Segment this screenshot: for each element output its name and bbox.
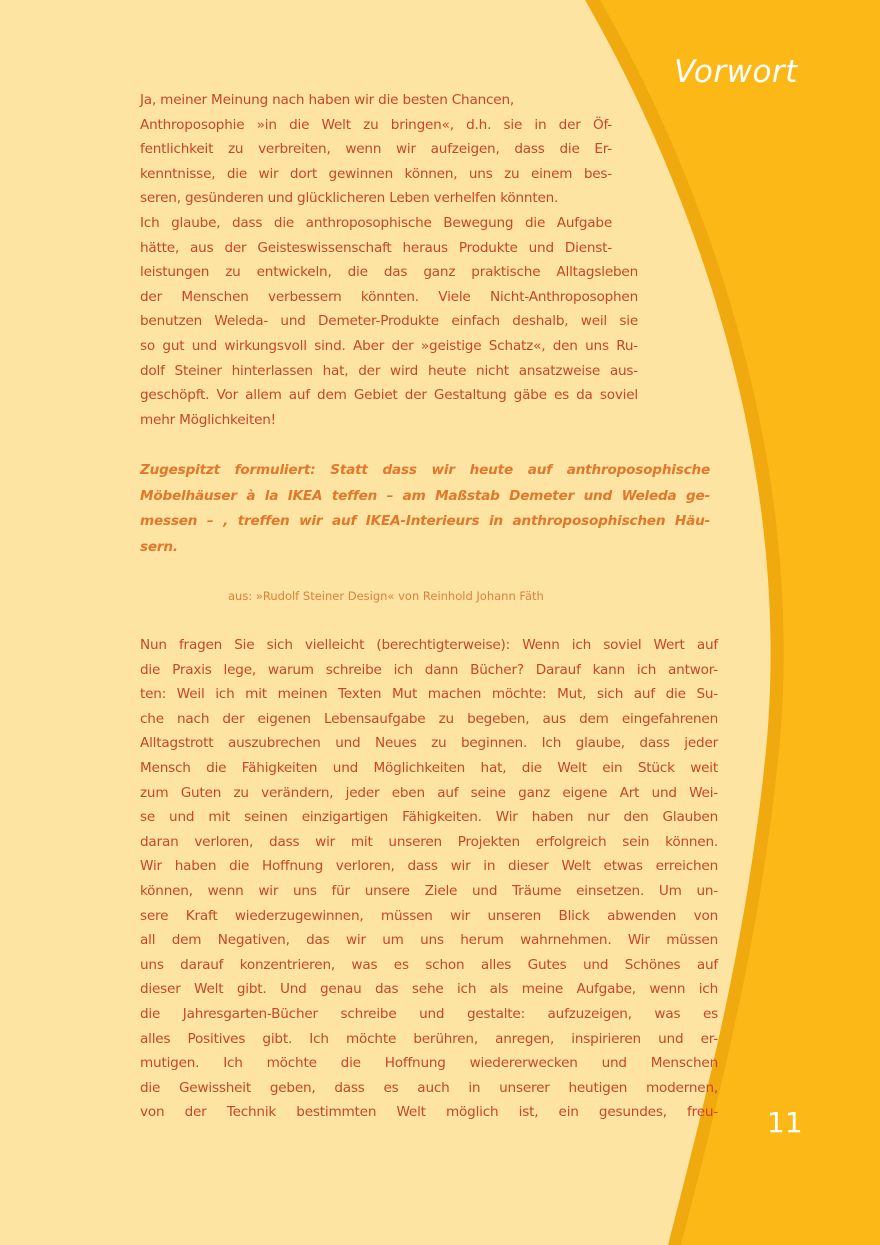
text-line: Möbelhäuser à la IKEA teffen – am Maßstab Demeter und Weleda ge- [140, 487, 710, 504]
text-line: uns darauf konzentrieren, was es schon alles Gutes und Schönes auf [140, 956, 718, 973]
paragraph-2 [140, 633, 718, 1125]
text-line: fentlichkeit zu verbreiten, wenn wir aufzeigen, dass die Er- [140, 141, 612, 158]
text-line: che nach der eigenen Lebensaufgabe zu begeben, aus dem eingefahrenen [140, 710, 718, 727]
text-line: kenntnisse, die wir dort gewinnen können, uns zu einem bes- [140, 165, 612, 182]
text-line: alles Positives gibt. Ich möchte berühren, anregen, inspirieren und er- [140, 1030, 718, 1047]
text-line: sern. [140, 538, 178, 555]
text-line: hätte, aus der Geisteswissenschaft heraus Produkte und Dienst- [140, 239, 612, 256]
text-line: die Praxis lege, warum schreibe ich dann Bücher? Darauf kann ich antwor- [140, 661, 718, 678]
text-line: sere Kraft wiederzugewinnen, müssen wir unseren Blick abwenden von [140, 907, 718, 924]
text-line: können, wenn wir uns für unsere Ziele und Träume einsetzen. Um un- [140, 882, 718, 899]
text-line: dolf Steiner hinterlassen hat, der wird heute nicht ansatzweise aus- [140, 362, 638, 379]
text-line: Alltagstrott auszubrechen und Neues zu beginnen. Ich glaube, dass jeder [140, 735, 718, 752]
paragraph-1 [140, 88, 638, 432]
text-line: Nun fragen Sie sich vielleicht (berechtigterweise): Wenn ich soviel Wert auf [140, 637, 718, 653]
text-line: die Jahresgarten-Bücher schreibe und gestalte: aufzuzeigen, was es [140, 1005, 718, 1022]
text-line: leistungen zu entwickeln, die das ganz praktische Alltagsleben [140, 264, 638, 281]
text-line: Anthroposophie »in die Welt zu bringen«, d.h. sie in der Öf- [140, 116, 612, 133]
text-line: messen – , treffen wir auf IKEA-Interieurs in anthroposophischen Häu- [140, 513, 710, 529]
text-line: se und mit seinen einzigartigen Fähigkeiten. Wir haben nur den Glauben [140, 809, 718, 826]
text-line: all dem Negativen, das wir um uns herum wahrnehmen. Wir müssen [140, 932, 718, 949]
text-line: mehr Möglichkeiten! [140, 411, 276, 428]
text-line: die Gewissheit geben, dass es auch in unserer heutigen modernen, [140, 1079, 718, 1096]
text-line: Ich glaube, dass die anthroposophische Bewegung die Aufgabe [140, 214, 612, 231]
pull-quote [140, 458, 710, 560]
text-line: so gut und wirkungsvoll sind. Aber der »geistige Schatz«, den uns Ru- [140, 337, 638, 354]
text-line: von der Technik bestimmten Welt möglich ist, ein gesundes, freu- [140, 1104, 718, 1121]
text-line: daran verloren, dass wir mit unseren Projekten erfolgreich sein können. [140, 833, 718, 850]
text-line: Wir haben die Hoffnung verloren, dass wir in dieser Welt etwas erreichen [140, 858, 718, 875]
quote-source: aus: »Rudolf Steiner Design« von Reinhold Johann Fäth [228, 589, 544, 603]
text-line: Ja, meiner Meinung nach haben wir die besten Chancen, [140, 92, 514, 108]
text-line: mutigen. Ich möchte die Hoffnung wiedererwecken und Menschen [140, 1055, 718, 1072]
text-line: Mensch die Fähigkeiten und Möglichkeiten hat, die Welt ein Stück weit [140, 759, 718, 776]
text-line: Zugespitzt formuliert: Statt dass wir heute auf anthroposophische [140, 462, 710, 478]
text-line: dieser Welt gibt. Und genau das sehe ich als meine Aufgabe, wenn ich [140, 981, 718, 998]
text-line: benutzen Weleda- und Demeter-Produkte einfach deshalb, weil sie [140, 313, 638, 330]
text-line: ten: Weil ich mit meinen Texten Mut machen möchte: Mut, sich auf die Su- [140, 686, 718, 703]
page-number: 11 [767, 1106, 803, 1139]
text-line: der Menschen verbessern könnten. Viele Nicht-Anthroposophen [140, 288, 638, 305]
text-line: geschöpft. Vor allem auf dem Gebiet der Gestaltung gäbe es da soviel [140, 387, 638, 404]
text-line: seren, gesünderen und glücklicheren Leben verhelfen könnten. [140, 190, 559, 207]
text-line: zum Guten zu verändern, jeder eben auf seine ganz eigene Art und Wei- [140, 784, 718, 801]
section-title: Vorwort [674, 54, 798, 90]
